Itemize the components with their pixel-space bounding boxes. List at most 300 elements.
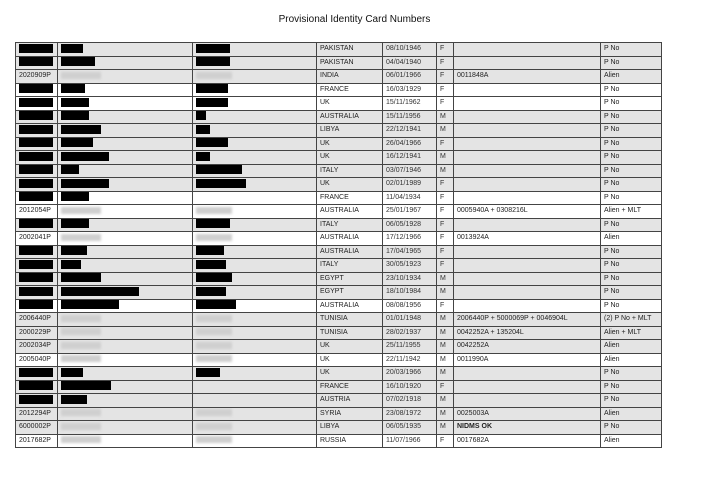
nat-text: FRANCE [320,85,349,93]
redaction-bar [61,192,89,201]
nationality-cell [317,407,383,421]
ref-text: 2000229P [19,328,51,336]
forename-cell [193,299,317,313]
forename-cell [193,178,317,192]
status-cell [601,286,662,300]
forename-cell [193,56,317,70]
redaction-bar [19,44,53,53]
nat-text: PAKISTAN [320,58,354,66]
status-text: P No [604,166,620,174]
redaction-bar [196,260,226,269]
reference-cell [16,137,58,151]
status-text: Alien [604,72,620,79]
date-of-birth-cell [383,434,437,448]
forename-cell [193,43,317,57]
redaction-bar [61,179,109,188]
nat-text: UK [320,139,330,147]
reference-cell [16,83,58,97]
sex-cell [437,191,454,205]
redaction-bar [19,287,53,296]
card-number-cell [454,70,601,84]
status-cell [601,97,662,111]
redaction-bar [61,219,89,228]
card-text: 0025003A [457,409,489,417]
sex-cell [437,110,454,124]
card-number-cell [454,367,601,381]
redaction-bar [19,84,53,93]
redaction-bar [19,165,53,174]
nationality-cell [317,110,383,124]
status-cell [601,83,662,97]
nationality-cell [317,340,383,354]
date-of-birth-cell [383,272,437,286]
status-text: P No [604,301,620,309]
forename-cell [193,326,317,340]
redaction-bar [61,368,83,377]
table-row [16,407,662,421]
nationality-cell [317,43,383,57]
redaction-bar [196,368,220,377]
nationality-cell [317,151,383,165]
surname-cell [58,367,193,381]
redaction-bar [19,395,53,404]
status-text: P No [604,220,620,228]
reference-cell [16,56,58,70]
sex-text: F [440,220,445,228]
reference-cell [16,353,58,367]
nat-text: FRANCE [320,193,349,201]
forename-cell [193,218,317,232]
date-of-birth-cell [383,83,437,97]
redaction-bar [61,84,85,93]
reference-cell [16,232,58,246]
status-text: P No [604,423,620,430]
forename-cell [193,97,317,111]
card-number-cell [454,434,601,448]
dob-text: 25/11/1955 [386,342,421,349]
blurred-name [61,423,101,430]
redaction-bar [61,381,111,390]
table-row [16,124,662,138]
status-text: P No [604,274,620,282]
nationality-cell [317,313,383,327]
date-of-birth-cell [383,151,437,165]
status-text: Alien [604,342,620,349]
redaction-bar [19,300,53,309]
surname-cell [58,353,193,367]
redaction-bar [61,300,119,309]
dob-text: 07/02/1918 [386,396,422,403]
sex-text: F [440,234,445,241]
sex-cell [437,367,454,381]
sex-cell [437,245,454,259]
dob-text: 22/11/1942 [386,355,421,363]
dob-text: 11/07/1966 [386,436,421,444]
nat-text: UK [320,342,330,349]
card-number-cell [454,232,601,246]
sex-cell [437,272,454,286]
redaction-bar [19,125,53,134]
redaction-bar [61,138,93,147]
table-row [16,43,662,57]
dob-text: 16/10/1920 [386,382,422,390]
reference-cell [16,407,58,421]
sex-cell [437,407,454,421]
surname-cell [58,178,193,192]
blurred-name [196,423,232,430]
ref-text: 2020909P [19,72,51,79]
redaction-bar [61,98,89,107]
surname-cell [58,70,193,84]
ref-text: 2012054P [19,207,51,214]
forename-cell [193,286,317,300]
redaction-bar [19,219,53,228]
nat-text: UK [320,355,330,363]
dob-text: 30/05/1923 [386,261,422,268]
forename-cell [193,259,317,273]
nationality-cell [317,164,383,178]
table-row [16,218,662,232]
card-number-cell [454,245,601,259]
date-of-birth-cell [383,110,437,124]
reference-cell [16,326,58,340]
surname-cell [58,137,193,151]
blurred-name [61,342,101,349]
sex-text: F [440,45,445,52]
reference-cell [16,340,58,354]
date-of-birth-cell [383,232,437,246]
sex-text: M [440,315,446,322]
status-cell [601,164,662,178]
redaction-bar [61,152,109,161]
table-row [16,326,662,340]
reference-cell [16,367,58,381]
reference-cell [16,205,58,219]
forename-cell [193,137,317,151]
reference-cell [16,380,58,394]
table-row [16,299,662,313]
forename-cell [193,394,317,408]
table-body [16,43,662,448]
status-text: P No [604,382,620,390]
date-of-birth-cell [383,245,437,259]
dob-text: 06/05/1928 [386,220,422,228]
redaction-bar [19,179,53,188]
card-number-cell [454,259,601,273]
reference-cell [16,272,58,286]
surname-cell [58,421,193,435]
nationality-cell [317,205,383,219]
dob-text: 23/08/1972 [386,409,422,417]
nat-text: EGYPT [320,288,344,295]
blurred-name [196,315,232,322]
redaction-bar [61,165,79,174]
status-text: (2) P No + MLT [604,315,652,322]
nationality-cell [317,272,383,286]
status-cell [601,367,662,381]
reference-cell [16,43,58,57]
card-number-cell [454,272,601,286]
nationality-cell [317,56,383,70]
redaction-bar [196,165,242,174]
dob-text: 15/11/1956 [386,112,421,120]
blurred-name [61,207,101,214]
nationality-cell [317,83,383,97]
forename-cell [193,205,317,219]
table-row [16,259,662,273]
card-text: 0011990A [457,355,489,363]
table-row [16,56,662,70]
redaction-bar [196,179,246,188]
sex-cell [437,97,454,111]
redaction-bar [19,111,53,120]
sex-text: F [440,139,445,147]
nationality-cell [317,232,383,246]
status-text: P No [604,288,620,295]
dob-text: 15/11/1962 [386,99,421,106]
nat-text: ITALY [320,261,339,268]
table-row [16,394,662,408]
surname-cell [58,340,193,354]
date-of-birth-cell [383,326,437,340]
nationality-cell [317,434,383,448]
sex-cell [437,326,454,340]
table-row [16,367,662,381]
sex-text: M [440,355,446,363]
redaction-bar [196,44,230,53]
status-text: Alien + MLT [604,328,642,336]
sex-text: F [440,193,445,201]
status-text: Alien [604,234,620,241]
surname-cell [58,434,193,448]
surname-cell [58,97,193,111]
redaction-bar [196,138,228,147]
nat-text: AUSTRALIA [320,234,359,241]
blurred-name [61,436,101,443]
dob-text: 16/03/1929 [386,85,422,93]
sex-cell [437,232,454,246]
table-row [16,313,662,327]
card-number-cell [454,124,601,138]
surname-cell [58,110,193,124]
date-of-birth-cell [383,313,437,327]
surname-cell [58,56,193,70]
redaction-bar [196,111,206,120]
card-number-cell [454,205,601,219]
reference-cell [16,299,58,313]
sex-text: M [440,112,446,120]
status-cell [601,245,662,259]
reference-cell [16,70,58,84]
card-number-cell [454,299,601,313]
sex-cell [437,178,454,192]
surname-cell [58,394,193,408]
redaction-bar [61,273,101,282]
status-cell [601,191,662,205]
table-row [16,286,662,300]
reference-cell [16,218,58,232]
dob-text: 28/02/1937 [386,328,422,336]
card-text: 0005940A + 0308216L [457,207,528,214]
redaction-bar [61,125,101,134]
forename-cell [193,353,317,367]
status-text: P No [604,112,620,120]
sex-cell [437,151,454,165]
surname-cell [58,151,193,165]
status-text: P No [604,139,620,147]
nationality-cell [317,353,383,367]
redaction-bar [196,98,228,107]
ref-text: 2017682P [19,436,51,444]
sex-cell [437,43,454,57]
redaction-bar [61,44,83,53]
status-text: P No [604,58,620,66]
forename-cell [193,110,317,124]
nat-text: ITALY [320,220,339,228]
nat-text: LIBYA [320,423,340,430]
reference-cell [16,313,58,327]
status-cell [601,259,662,273]
table-row [16,353,662,367]
table-row [16,83,662,97]
card-number-cell [454,326,601,340]
sex-cell [437,340,454,354]
dob-text: 06/05/1935 [386,423,422,430]
redaction-bar [61,111,89,120]
redaction-bar [19,138,53,147]
blurred-name [61,409,101,416]
sex-text: F [440,72,445,79]
nationality-cell [317,97,383,111]
reference-cell [16,191,58,205]
sex-cell [437,380,454,394]
status-text: P No [604,261,620,268]
card-number-cell [454,218,601,232]
forename-cell [193,232,317,246]
sex-text: M [440,369,446,376]
forename-cell [193,421,317,435]
nat-text: RUSSIA [320,436,347,444]
sex-text: M [440,274,446,282]
dob-text: 25/01/1967 [386,207,422,214]
reference-cell [16,124,58,138]
nat-text: UK [320,369,330,376]
dob-text: 23/10/1934 [386,274,422,282]
surname-cell [58,272,193,286]
forename-cell [193,245,317,259]
dob-text: 03/07/1946 [386,166,422,174]
table-row [16,191,662,205]
status-text: P No [604,369,620,376]
surname-cell [58,164,193,178]
card-number-cell [454,83,601,97]
surname-cell [58,43,193,57]
date-of-birth-cell [383,191,437,205]
nationality-cell [317,218,383,232]
status-cell [601,326,662,340]
ref-text: 2002041P [19,234,51,241]
nationality-cell [317,70,383,84]
blurred-name [196,234,232,241]
card-number-cell [454,286,601,300]
table-row [16,164,662,178]
reference-cell [16,151,58,165]
nat-text: PAKISTAN [320,45,354,52]
card-number-cell [454,380,601,394]
surname-cell [58,259,193,273]
nationality-cell [317,394,383,408]
nationality-cell [317,299,383,313]
dob-text: 04/04/1940 [386,58,422,66]
surname-cell [58,245,193,259]
sex-cell [437,286,454,300]
nat-text: AUSTRALIA [320,207,359,214]
card-number-cell [454,313,601,327]
date-of-birth-cell [383,380,437,394]
table-row [16,380,662,394]
redaction-bar [19,368,53,377]
card-number-cell [454,340,601,354]
nat-text: SYRIA [320,409,342,417]
table-row [16,205,662,219]
nationality-cell [317,367,383,381]
card-number-cell [454,421,601,435]
date-of-birth-cell [383,421,437,435]
surname-cell [58,124,193,138]
reference-cell [16,245,58,259]
card-number-cell [454,56,601,70]
forename-cell [193,83,317,97]
blurred-name [196,342,232,349]
table-row [16,272,662,286]
sex-text: M [440,342,446,349]
redaction-bar [19,98,53,107]
forename-cell [193,434,317,448]
status-cell [601,218,662,232]
redaction-bar [19,57,53,66]
nationality-cell [317,421,383,435]
redaction-bar [196,273,232,282]
redaction-bar [19,246,53,255]
forename-cell [193,191,317,205]
status-cell [601,151,662,165]
status-cell [601,299,662,313]
surname-cell [58,191,193,205]
date-of-birth-cell [383,394,437,408]
nat-text: LIBYA [320,126,340,133]
sex-text: F [440,58,445,66]
redaction-bar [61,395,87,404]
blurred-name [61,72,101,79]
surname-cell [58,313,193,327]
sex-cell [437,205,454,219]
sex-cell [437,124,454,138]
sex-cell [437,218,454,232]
nationality-cell [317,124,383,138]
card-text: 0011848A [457,72,489,79]
sex-text: M [440,288,446,295]
redaction-bar [196,57,230,66]
dob-text: 11/04/1934 [386,193,421,201]
reference-cell [16,164,58,178]
identity-card-table [15,42,662,448]
dob-text: 18/10/1984 [386,288,422,295]
nat-text: UK [320,180,330,187]
status-text: P No [604,247,620,255]
dob-text: 06/01/1966 [386,72,422,79]
status-cell [601,70,662,84]
sex-cell [437,421,454,435]
